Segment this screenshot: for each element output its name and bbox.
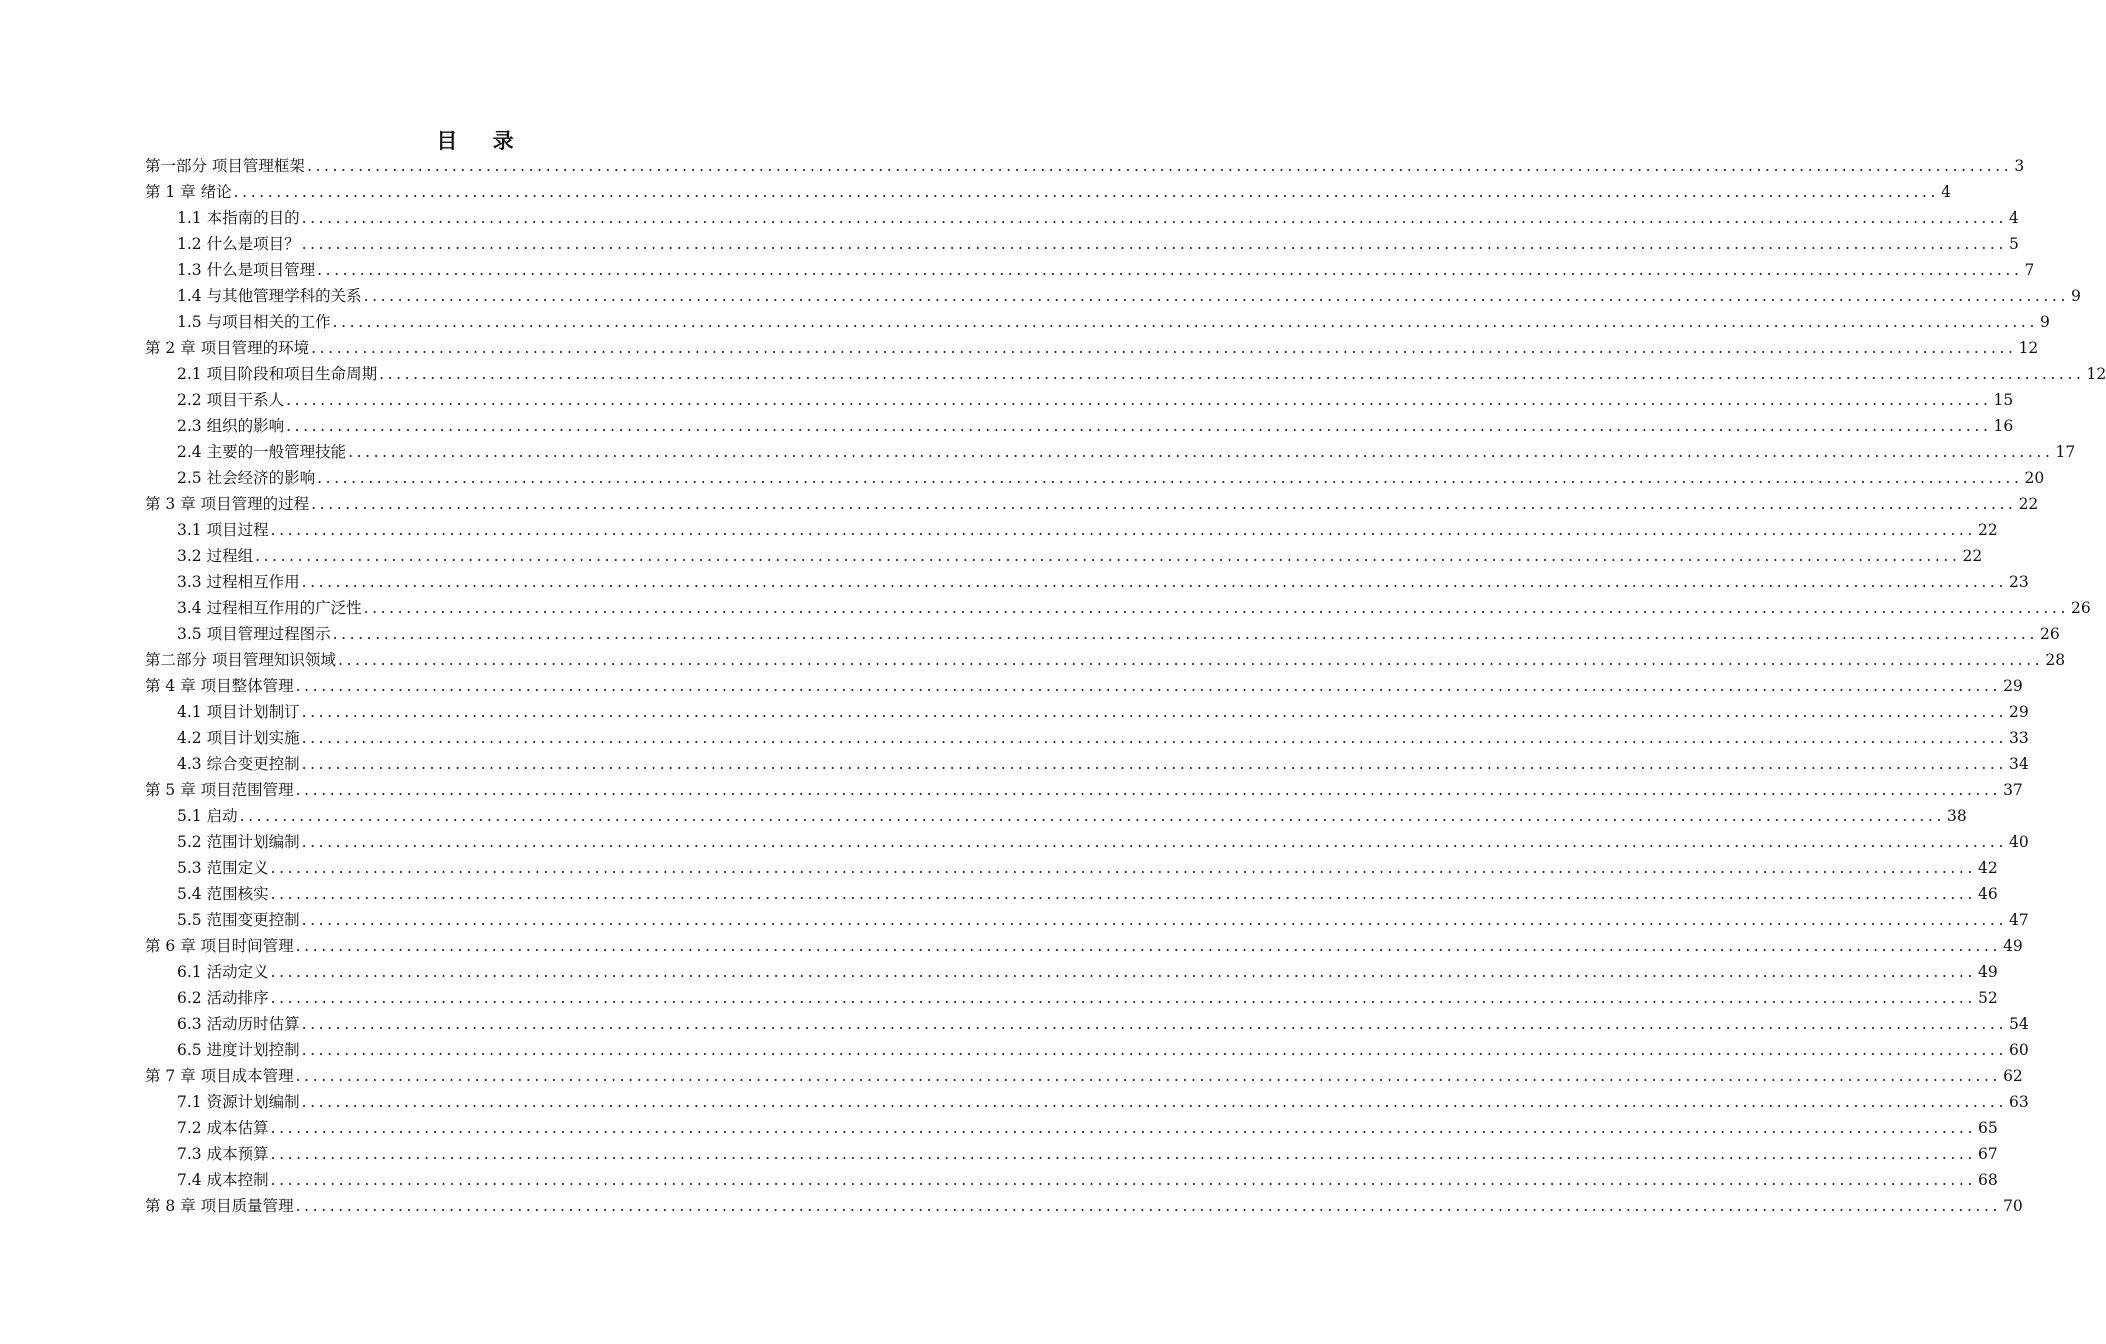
dot-leader: ........................................................................................................................................................................................................ [311,339,2017,357]
toc-entry-page-number: 65 [1976,1115,1998,1141]
toc-entry-label: 2.2 项目干系人 [177,387,286,413]
toc-section-entry[interactable] [0,1167,1998,1193]
toc-entry-label: 5.3 范围定义 [177,855,271,881]
toc-entry-label: 5.5 范围变更控制 [177,907,302,933]
dot-leader: ........................................................................................................................................................................................................ [233,183,1940,201]
dot-leader: ........................................................................................................................................................................................................ [286,391,1992,409]
toc-entry-page-number: 4 [2007,205,2019,231]
dot-leader: ........................................................................................................................................................................................................ [363,599,2069,617]
toc-entry-row [177,1089,2029,1115]
toc-entry-page-number: 12 [2084,361,2106,387]
toc-entry-row [177,725,2029,751]
toc-entry-label: 4.3 综合变更控制 [177,751,302,777]
dot-leader: ........................................................................................................................................................................................................ [301,911,2007,929]
dot-leader: ........................................................................................................................................................................................................ [270,963,1976,981]
dot-leader: ........................................................................................................................................................................................................ [301,755,2007,773]
toc-entry-row [177,855,1998,881]
toc-entry-label: 第二部分 项目管理知识领域 [145,647,338,673]
toc-entry-row [177,309,2050,335]
toc-section-entry[interactable] [0,725,2029,751]
dot-leader: ........................................................................................................................................................................................................ [301,1015,2007,1033]
toc-entry-row [177,439,2076,465]
toc-section-entry[interactable] [0,465,2045,491]
toc-entry-row [177,1037,2029,1063]
toc-entry-page-number: 12 [2017,335,2039,361]
toc-entry-row [145,777,2023,803]
toc-entry-page-number: 26 [2038,621,2060,647]
toc-entry-page-number: 68 [1976,1167,1998,1193]
toc-chapter-entry[interactable] [0,673,2023,699]
toc-section-entry[interactable] [0,959,1998,985]
toc-section-entry[interactable] [0,517,1998,543]
toc-entry-label: 第 8 章 项目质量管理 [145,1193,296,1219]
toc-section-entry[interactable] [0,1115,1998,1141]
toc-entry-page-number: 38 [1945,803,1967,829]
toc-entry-row [177,829,2029,855]
toc-entry-label: 6.3 活动历时估算 [177,1011,302,1037]
toc-entry-row [177,569,2029,595]
toc-list [0,153,2106,1219]
toc-section-entry[interactable] [0,621,2060,647]
toc-entry-label: 7.3 成本预算 [177,1141,271,1167]
toc-entry-row [177,699,2029,725]
toc-entry-label: 1.1 本指南的目的 [177,205,302,231]
toc-entry-label: 6.1 活动定义 [177,959,271,985]
toc-section-entry[interactable] [0,439,2076,465]
dot-leader: ........................................................................................................................................................................................................ [301,729,2007,747]
toc-section-entry[interactable] [0,1011,2029,1037]
toc-section-entry[interactable] [0,699,2029,725]
toc-chapter-entry[interactable] [0,1193,2023,1219]
toc-section-entry[interactable] [0,413,2014,439]
toc-section-entry[interactable] [0,361,2106,387]
toc-entry-row [177,985,1998,1011]
toc-entry-row [177,907,2029,933]
toc-entry-page-number: 28 [2043,647,2065,673]
toc-entry-page-number: 20 [2022,465,2044,491]
toc-entry-row [177,803,1967,829]
toc-entry-page-number: 60 [2007,1037,2029,1063]
dot-leader: ........................................................................................................................................................................................................ [295,1067,2002,1085]
toc-entry-row [177,1167,1998,1193]
toc-entry-row [177,517,1998,543]
toc-entry-row [177,543,1983,569]
toc-entry-label: 3.1 项目过程 [177,517,271,543]
dot-leader: ........................................................................................................................................................................................................ [270,989,1976,1007]
toc-entry-page-number: 40 [2007,829,2029,855]
dot-leader: ........................................................................................................................................................................................................ [301,235,2007,253]
toc-entry-page-number: 22 [1976,517,1998,543]
toc-entry-label: 第 4 章 项目整体管理 [145,673,296,699]
toc-entry-label: 4.2 项目计划实施 [177,725,302,751]
toc-entry-row [177,1141,1998,1167]
toc-entry-page-number: 17 [2053,439,2075,465]
dot-leader: ........................................................................................................................................................................................................ [301,1093,2007,1111]
toc-section-entry[interactable] [0,751,2029,777]
toc-entry-label: 2.3 组织的影响 [177,413,286,439]
toc-entry-label: 3.5 项目管理过程图示 [177,621,333,647]
toc-section-entry[interactable] [0,855,1998,881]
toc-entry-row [177,205,2019,231]
toc-entry-row [145,1193,2023,1219]
toc-section-entry[interactable] [0,1141,1998,1167]
toc-entry-row [177,881,1998,907]
toc-entry-page-number: 29 [2007,699,2029,725]
toc-entry-row [145,335,2039,361]
toc-entry-label: 2.1 项目阶段和项目生命周期 [177,361,379,387]
toc-chapter-entry[interactable] [0,335,2039,361]
toc-section-entry[interactable] [0,309,2050,335]
dot-leader: ........................................................................................................................................................................................................ [348,443,2054,461]
toc-section-entry[interactable] [0,803,1967,829]
toc-entry-row [177,959,1998,985]
dot-leader: ........................................................................................................................................................................................................ [379,365,2085,383]
toc-entry-row [177,387,2014,413]
toc-entry-page-number: 22 [1960,543,1982,569]
toc-chapter-entry[interactable] [0,933,2023,959]
toc-section-entry[interactable] [0,907,2029,933]
dot-leader: ........................................................................................................................................................................................................ [306,157,2013,175]
toc-entry-page-number: 37 [2001,777,2023,803]
toc-entry-row [145,933,2023,959]
toc-entry-label: 1.2 什么是项目？ [177,231,302,257]
toc-entry-row [145,153,2025,179]
toc-entry-page-number: 52 [1976,985,1998,1011]
toc-entry-page-number: 26 [2069,595,2091,621]
toc-entry-label: 7.1 资源计划编制 [177,1089,302,1115]
toc-entry-row [177,595,2091,621]
toc-entry-page-number: 15 [1991,387,2013,413]
toc-entry-page-number: 5 [2007,231,2019,257]
toc-section-entry[interactable] [0,1089,2029,1115]
toc-entry-page-number: 9 [2069,283,2081,309]
toc-section-entry[interactable] [0,543,1983,569]
toc-entry-label: 2.5 社会经济的影响 [177,465,317,491]
toc-chapter-entry[interactable] [0,179,1951,205]
toc-entry-label: 2.4 主要的一般管理技能 [177,439,348,465]
toc-entry-label: 1.5 与项目相关的工作 [177,309,333,335]
toc-entry-row [177,1011,2029,1037]
toc-section-entry[interactable] [0,283,2081,309]
toc-entry-label: 第一部分 项目管理框架 [145,153,307,179]
toc-entry-page-number: 3 [2012,153,2024,179]
toc-entry-page-number: 63 [2007,1089,2029,1115]
toc-entry-page-number: 70 [2001,1193,2023,1219]
toc-entry-page-number: 7 [2022,257,2034,283]
toc-section-entry[interactable] [0,205,2019,231]
toc-chapter-entry[interactable] [0,647,2066,673]
dot-leader: ........................................................................................................................................................................................................ [301,1041,2007,1059]
toc-entry-row [177,465,2045,491]
dot-leader: ........................................................................................................................................................................................................ [295,1197,2002,1215]
toc-section-entry[interactable] [0,231,2019,257]
dot-leader: ........................................................................................................................................................................................................ [255,547,1961,565]
dot-leader: ........................................................................................................................................................................................................ [317,469,2023,487]
toc-entry-label: 6.2 活动排序 [177,985,271,1011]
dot-leader: ........................................................................................................................................................................................................ [286,417,1992,435]
toc-entry-label: 3.4 过程相互作用的广泛性 [177,595,364,621]
toc-entry-page-number: 49 [1976,959,1998,985]
toc-chapter-entry[interactable] [0,1063,2023,1089]
dot-leader: ........................................................................................................................................................................................................ [301,833,2007,851]
toc-entry-page-number: 9 [2038,309,2050,335]
toc-entry-label: 5.2 范围计划编制 [177,829,302,855]
toc-title: 目 录 [436,128,528,153]
toc-entry-row [177,751,2029,777]
toc-entry-label: 5.1 启动 [177,803,240,829]
toc-section-entry[interactable] [0,595,2091,621]
toc-entry-row [145,673,2023,699]
toc-section-entry[interactable] [0,569,2029,595]
toc-entry-page-number: 4 [1939,179,1951,205]
toc-entry-row [177,231,2019,257]
toc-entry-label: 1.4 与其他管理学科的关系 [177,283,364,309]
toc-entry-row [145,1063,2023,1089]
toc-entry-label: 第 2 章 项目管理的环境 [145,335,311,361]
dot-leader: ........................................................................................................................................................................................................ [317,261,2023,279]
toc-entry-label: 6.5 进度计划控制 [177,1037,302,1063]
toc-section-entry[interactable] [0,387,2014,413]
toc-section-entry[interactable] [0,829,2029,855]
toc-entry-page-number: 22 [2017,491,2039,517]
toc-entry-label: 1.3 什么是项目管理 [177,257,317,283]
toc-entry-row [177,283,2081,309]
toc-entry-label: 3.2 过程组 [177,543,255,569]
toc-entry-label: 5.4 范围核实 [177,881,271,907]
dot-leader: ........................................................................................................................................................................................................ [363,287,2069,305]
toc-entry-row [177,361,2106,387]
toc-entry-page-number: 54 [2007,1011,2029,1037]
toc-entry-page-number: 67 [1976,1141,1998,1167]
dot-leader: ........................................................................................................................................................................................................ [270,521,1976,539]
dot-leader: ........................................................................................................................................................................................................ [270,1171,1976,1189]
toc-entry-row [145,647,2066,673]
toc-entry-label: 3.3 过程相互作用 [177,569,302,595]
dot-leader: ........................................................................................................................................................................................................ [301,573,2007,591]
toc-entry-page-number: 23 [2007,569,2029,595]
toc-entry-label: 7.4 成本控制 [177,1167,271,1193]
dot-leader: ........................................................................................................................................................................................................ [332,313,2038,331]
dot-leader: ........................................................................................................................................................................................................ [270,885,1976,903]
toc-section-entry[interactable] [0,881,1998,907]
toc-entry-label: 4.1 项目计划制订 [177,699,302,725]
dot-leader: ........................................................................................................................................................................................................ [295,781,2002,799]
toc-entry-label: 第 7 章 项目成本管理 [145,1063,296,1089]
toc-entry-label: 第 1 章 绪论 [145,179,234,205]
toc-entry-row [177,413,2014,439]
toc-entry-page-number: 47 [2007,907,2029,933]
toc-entry-row [177,621,2060,647]
toc-entry-label: 7.2 成本估算 [177,1115,271,1141]
dot-leader: ........................................................................................................................................................................................................ [239,807,1945,825]
toc-entry-label: 第 6 章 项目时间管理 [145,933,296,959]
toc-entry-page-number: 16 [1991,413,2013,439]
toc-chapter-entry[interactable] [0,491,2039,517]
toc-entry-row [177,1115,1998,1141]
dot-leader: ........................................................................................................................................................................................................ [301,209,2007,227]
dot-leader: ........................................................................................................................................................................................................ [311,495,2017,513]
toc-entry-row [145,179,1951,205]
dot-leader: ........................................................................................................................................................................................................ [295,677,2002,695]
toc-entry-page-number: 34 [2007,751,2029,777]
toc-entry-page-number: 33 [2007,725,2029,751]
toc-chapter-entry[interactable] [0,153,2025,179]
toc-chapter-entry[interactable] [0,777,2023,803]
toc-section-entry[interactable] [0,985,1998,1011]
toc-entry-row [145,491,2039,517]
toc-entry-page-number: 62 [2001,1063,2023,1089]
toc-entry-label: 第 5 章 项目范围管理 [145,777,296,803]
dot-leader: ........................................................................................................................................................................................................ [270,859,1976,877]
toc-entry-page-number: 42 [1976,855,1998,881]
dot-leader: ........................................................................................................................................................................................................ [295,937,2002,955]
dot-leader: ........................................................................................................................................................................................................ [337,651,2044,669]
toc-entry-label: 第 3 章 项目管理的过程 [145,491,311,517]
toc-section-entry[interactable] [0,1037,2029,1063]
toc-entry-page-number: 29 [2001,673,2023,699]
dot-leader: ........................................................................................................................................................................................................ [332,625,2038,643]
toc-section-entry[interactable] [0,257,2035,283]
dot-leader: ........................................................................................................................................................................................................ [301,703,2007,721]
dot-leader: ........................................................................................................................................................................................................ [270,1145,1976,1163]
toc-entry-row [177,257,2035,283]
dot-leader: ........................................................................................................................................................................................................ [270,1119,1976,1137]
toc-entry-page-number: 46 [1976,881,1998,907]
toc-entry-page-number: 49 [2001,933,2023,959]
